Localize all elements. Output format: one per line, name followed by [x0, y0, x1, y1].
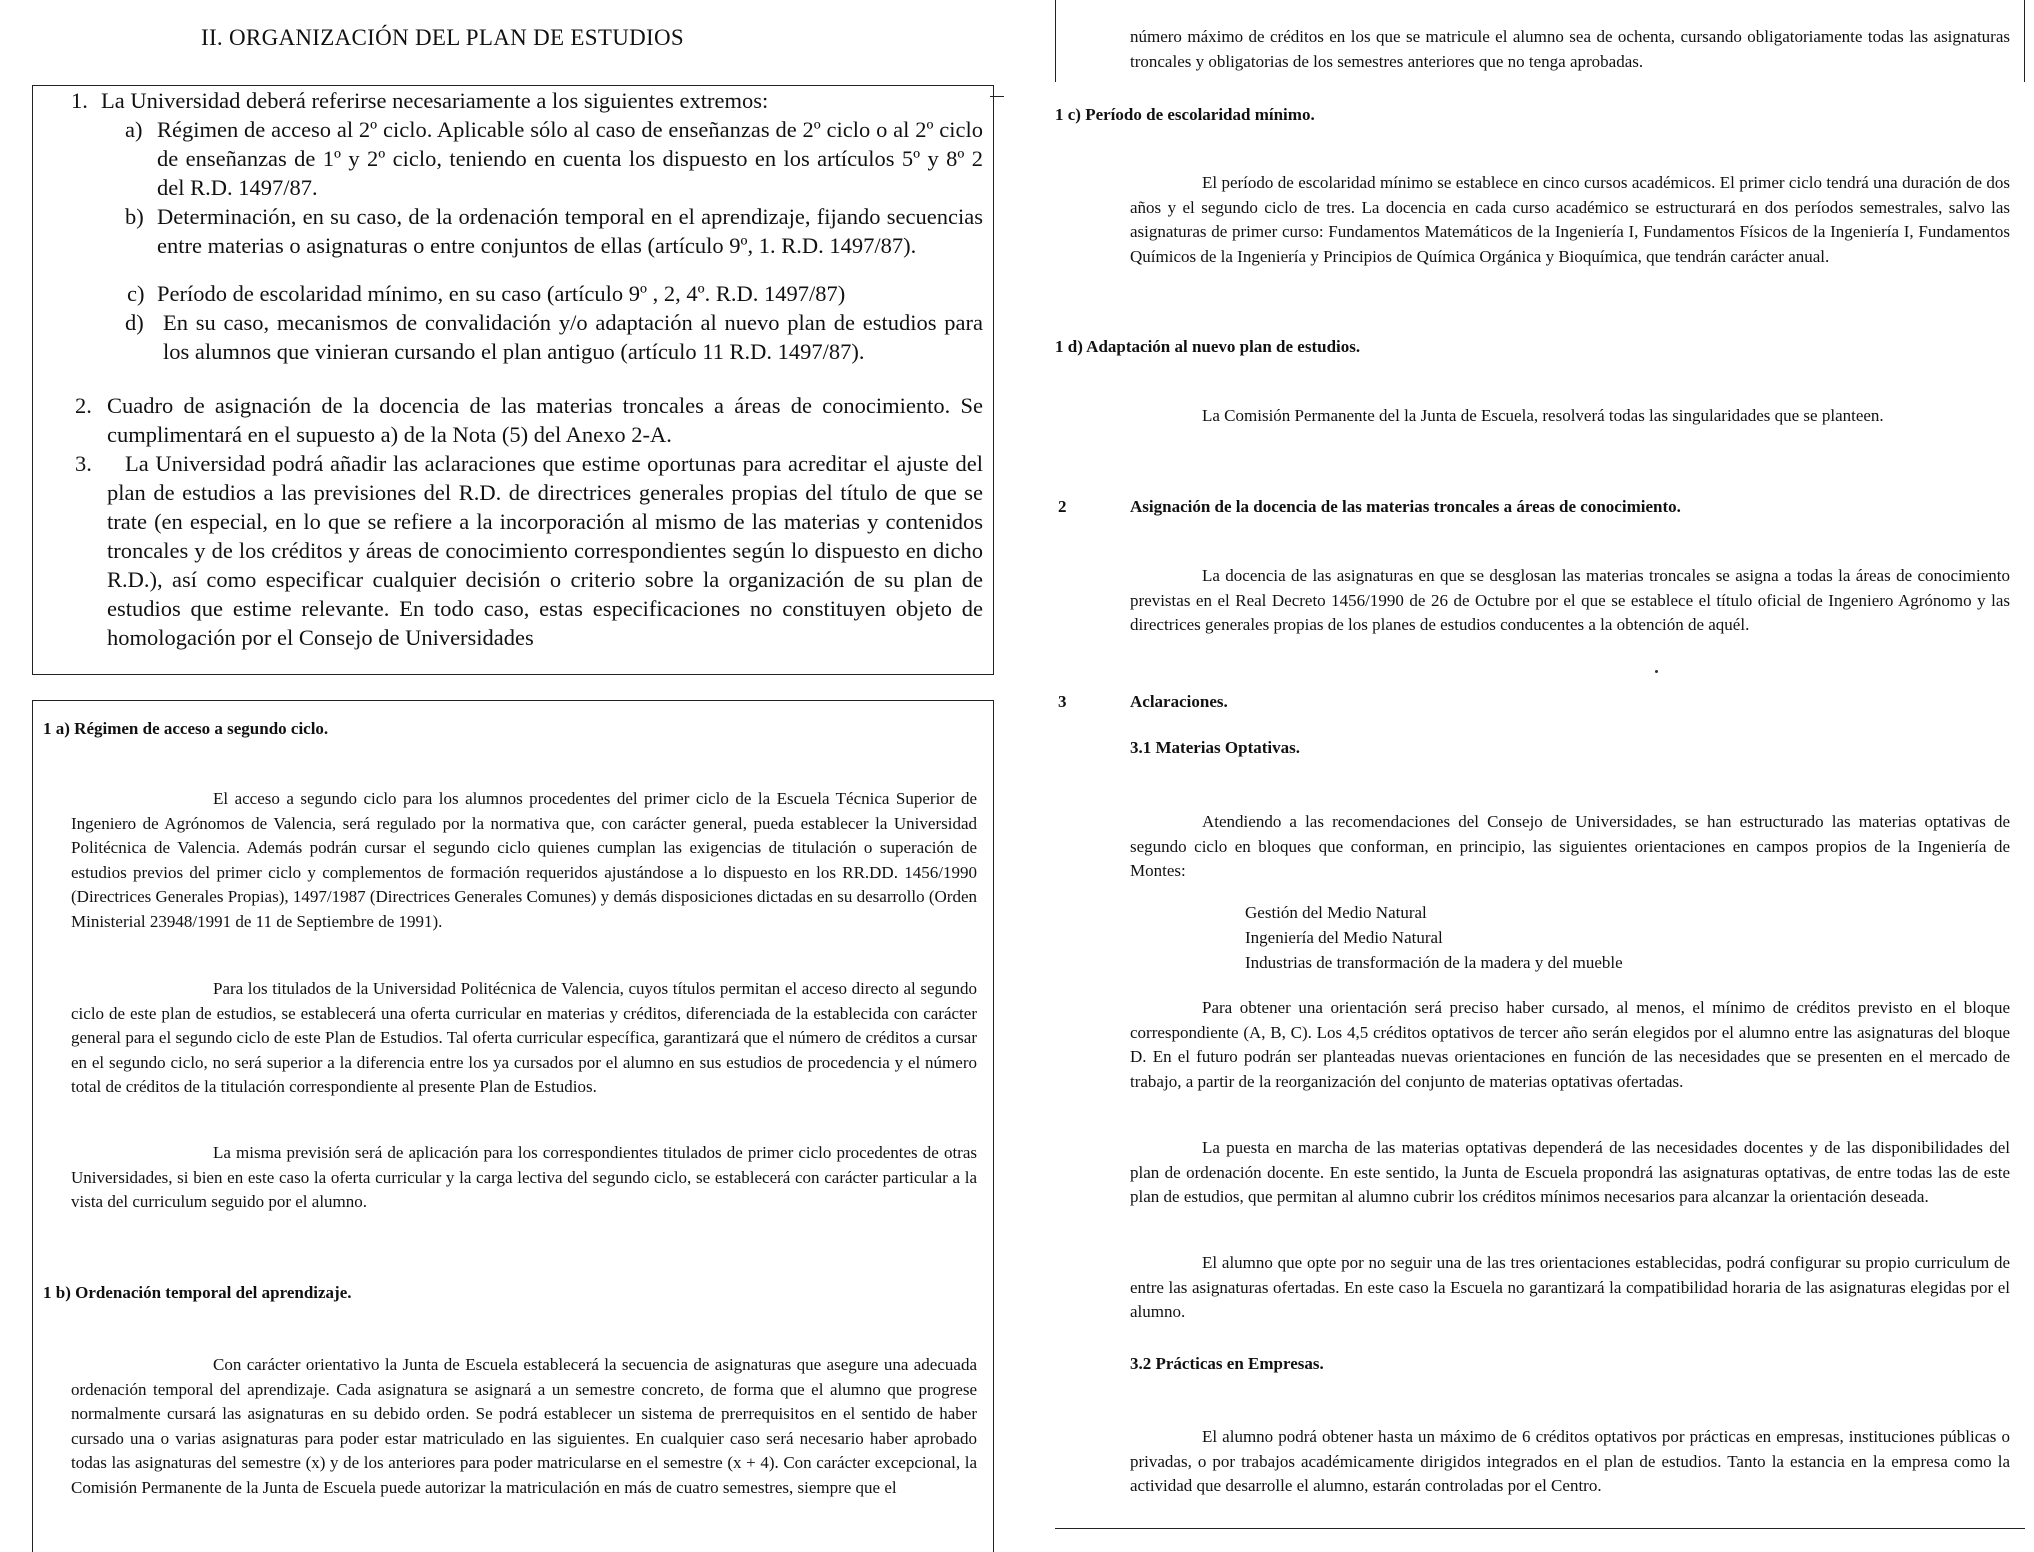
instructions-box: [32, 85, 994, 675]
item-1-number: 1.: [71, 88, 88, 113]
continuation-text: número máximo de créditos en los que se matricule el alumno sea de ochenta, cursando obligatoriamente todas las asignaturas troncales y obligatorias de los semestres anteriores que no tenga aprobadas.: [1130, 27, 2010, 71]
heading-1b: 1 b) Ordenación temporal del aprendizaje.: [43, 1283, 352, 1302]
item-a-label: a): [125, 117, 143, 142]
item-3-number: 3.: [75, 451, 92, 476]
item-a-text: Régimen de acceso al 2º ciclo. Aplicable sólo al caso de enseñanzas de 2º ciclo o al 2º ciclo de enseñanzas de 1º y 2º ciclo, teniendo en cuenta los dispuesto en los artículos 5º y 8º 2 del R.D. 1497/87.: [157, 117, 983, 200]
paragraph-1b: Con carácter orientativo la Junta de Escuela establecerá la secuencia de asignaturas que asegure una adecuada ordenación temporal del aprendizaje. Cada asignatura se asignará a un semestre concreto, de forma que el alumno que progrese normalmente cursará las asignaturas en su debido orden. Se podrá establecer un sistema de prerrequisitos en el sentido de haber cursado una o varias asignaturas para poder estar matriculado en las siguientes. En cualquier caso será necesario haber aprobado todas las asignaturas del semestre (x) y de los anteriores para poder matricularse en el semestre (x + 4). Con carácter excepcional, la Comisión Permanente de la Junta de Escuela puede autorizar la matriculación en más de cuatro semestres, siempre que el: [71, 1355, 977, 1497]
page-title: II. ORGANIZACIÓN DEL PLAN DE ESTUDIOS: [201, 25, 684, 50]
section-2-number: 2: [1058, 497, 1067, 516]
right-page: [1055, 0, 2025, 1552]
item-b-text: Determinación, en su caso, de la ordenación temporal en el aprendizaje, fijando secuencias entre materias o asignaturas o entre conjuntos de ellas (artículo 9º, 1. R.D. 1497/87).: [157, 204, 983, 258]
item-1-text: La Universidad deberá referirse necesariamente a los siguientes extremos:: [101, 88, 769, 113]
section-3-number: 3: [1058, 692, 1067, 711]
scan-dot: [1655, 670, 1658, 673]
paragraph-3-3: La puesta en marcha de las materias optativas dependerá de las necesidades docentes y de las disponibilidades del plan de ordenación docente. En este sentido, la Junta de Escuela propondrá las asignaturas optativas, de entre todas las de este plan de estudios, que permitan al alumno cubrir los créditos mínimos necesarios para alcanzar la orientación deseada.: [1130, 1138, 2010, 1206]
item-2-number: 2.: [75, 393, 92, 418]
paragraph-2: La docencia de las asignaturas en que se desglosan las materias troncales se asigna a todas la áreas de conocimiento previstas en el Real Decreto 1456/1990 de 26 de Octubre por el que se establece el título oficial de Ingeniero Agrónomo y las directrices generales propias de los planes de estudios conducentes a la obtención de aquél.: [1130, 566, 2010, 634]
paragraph-1a-2: Para los titulados de la Universidad Politécnica de Valencia, cuyos títulos permitan el acceso directo al segundo ciclo de este plan de estudios, se establecerá una oferta curricular en materias y créditos, diferenciada de la establecida con carácter general para el segundo ciclo de este Plan de Estudios. Tal oferta curricular específica, garantizará que el número de créditos a cursar en el segundo ciclo, no será superior a la diferencia entre los ya cursados por el alumno en sus estudios de procedencia y el número total de créditos de la titulación correspondiente al presente Plan de Estudios.: [71, 979, 977, 1096]
paragraph-3-5: El alumno podrá obtener hasta un máximo de 6 créditos optativos por prácticas en empresas, instituciones públicas o privadas, o por trabajos académicamente dirigidos integrados en el plan de estudios. Tanto la estancia en la empresa como la actividad que desarrolle el alumno, estarán controladas por el Centro.: [1130, 1427, 2010, 1495]
paragraph-3-4: El alumno que opte por no seguir una de las tres orientaciones establecidas, podrá configurar su propio curriculum de entre las asignaturas ofertadas. En este caso la Escuela no garantizará la compatibilidad horaria de las asignaturas elegidas por el alumno.: [1130, 1253, 2010, 1321]
item-c-text: Período de escolaridad mínimo, en su caso (artículo 9º , 2, 4º. R.D. 1497/87): [157, 281, 846, 306]
heading-3: Aclaraciones.: [1130, 692, 1228, 711]
heading-2: Asignación de la docencia de las materias troncales a áreas de conocimiento.: [1130, 497, 1681, 516]
heading-1a: 1 a) Régimen de acceso a segundo ciclo.: [43, 719, 329, 738]
orientation-item: Gestión del Medio Natural: [1245, 903, 1427, 922]
heading-1d: 1 d) Adaptación al nuevo plan de estudios.: [1055, 337, 1361, 356]
item-d-label: d): [125, 310, 144, 335]
heading-3-2: 3.2 Prácticas en Empresas.: [1130, 1354, 1324, 1373]
paragraph-1a-1: El acceso a segundo ciclo para los alumnos procedentes del primer ciclo de la Escuela Técnica Superior de Ingeniero de Agrónomos de Valencia, será regulado por la normativa que, con carácter general, pueda establecer la Universidad Politécnica de Valencia. Además podrán cursar el segundo ciclo quienes cumplan las exigencias de titulación o superación de estudios previos del primer ciclo y complementos de formación requeridos ajustándose a lo dispuesto en los RR.DD. 1456/1990 (Directrices Generales Propias), 1497/1987 (Directrices Generales Comunes) y demás disposiciones dictadas en su desarrollo (Orden Ministerial 23948/1991 de 11 de Septiembre de 1991).: [71, 789, 977, 931]
paragraph-3-2: Para obtener una orientación será preciso haber cursado, al menos, el mínimo de créditos previsto en el bloque correspondiente (A, B, C). Los 4,5 créditos optativos de tercer año serán elegidos por el alumno entre las asignaturas del bloque D. En el futuro podrán ser planteadas nuevas orientaciones en función de las necesidades que se presenten en el mercado de trabajo, a partir de la reorganización del conjunto de materias optativas ofertadas.: [1130, 998, 2010, 1091]
paragraph-3-1: Atendiendo a las recomendaciones del Consejo de Universidades, se han estructurado las materias optativas de segundo ciclo en bloques que conforman, en principio, las siguientes orientaciones en campos propios de la Ingeniería de Montes:: [1130, 812, 2010, 880]
item-2-text: Cuadro de asignación de la docencia de las materias troncales a áreas de conocimiento. Se cumplimentará en el supuesto a) de la Nota (5) del Anexo 2-A.: [107, 393, 983, 447]
item-b-label: b): [125, 204, 144, 229]
left-page: [28, 0, 1000, 1552]
bottom-rule: [1055, 1528, 2025, 1529]
item-3-text: La Universidad podrá añadir las aclaraciones que estime oportunas para acreditar el ajuste del plan de estudios a las previsiones del R.D. de directrices generales propias del título de que se trate (en especial, en lo que se refiere a la incorporación al mismo de las materias y contenidos troncales y de los créditos y áreas de conocimiento correspondientes según lo dispuesto en dicho R.D.), así como especificar cualquier decisión o criterio sobre la organización de su plan de estudios que estime relevante. En todo caso, estas especificaciones no constituyen objeto de homologación por el Consejo de Universidades: [107, 451, 983, 650]
item-c-label: c): [127, 281, 145, 306]
heading-3-1: 3.1 Materias Optativas.: [1130, 738, 1300, 757]
paragraph-1a-3: La misma previsión será de aplicación para los correspondientes titulados de primer ciclo procedentes de otras Universidades, si bien en este caso la oferta curricular y la carga lectiva del segundo ciclo, se establecerá con carácter particular a la vista del curriculum seguido por el alumno.: [71, 1143, 977, 1211]
paragraph-1d: La Comisión Permanente del la Junta de Escuela, resolverá todas las singularidades que se planteen.: [1202, 406, 1884, 425]
orientation-item: Ingeniería del Medio Natural: [1245, 928, 1443, 947]
section-1-box: [32, 700, 994, 1552]
heading-1c: 1 c) Período de escolaridad mínimo.: [1055, 105, 1315, 124]
margin-mark: [990, 96, 1004, 97]
orientation-item: Industrias de transformación de la madera y del mueble: [1245, 953, 1623, 972]
item-d-text: En su caso, mecanismos de convalidación y/o adaptación al nuevo plan de estudios para los alumnos que vinieran cursando el plan antiguo (artículo 11 R.D. 1497/87).: [163, 310, 983, 364]
paragraph-1c: El período de escolaridad mínimo se establece en cinco cursos académicos. El primer ciclo tendrá una duración de dos años y el segundo ciclo de tres. La docencia en cada curso académico se estructurará en dos períodos semestrales, salvo las asignaturas de primer curso: Fundamentos Matemáticos de la Ingeniería I, Fundamentos Físicos de la Ingeniería I, Fundamentos Químicos de la Ingeniería y Principios de Química Orgánica y Bioquímica, que tendrán carácter anual.: [1130, 173, 2010, 266]
